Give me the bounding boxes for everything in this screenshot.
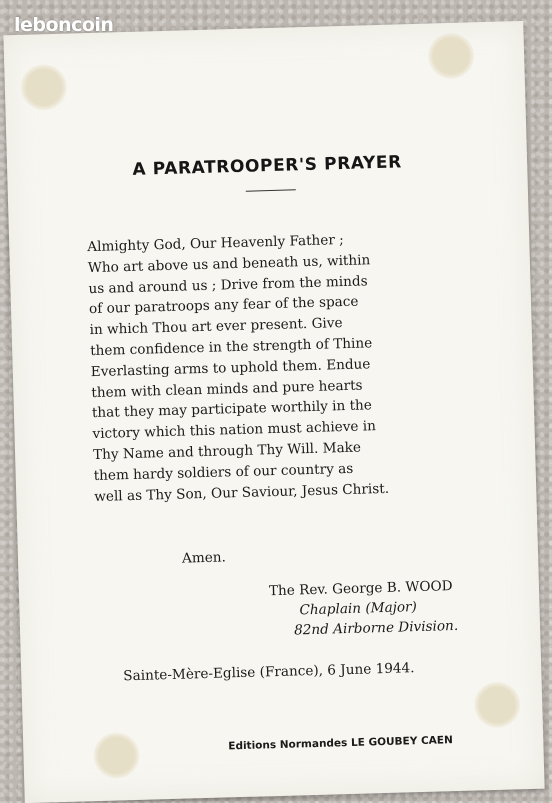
prayer-line: well as Thy Son, Our Saviour, Jesus Christ. [94, 480, 390, 505]
prayer-line: in which Thou art ever present. Give [89, 315, 343, 339]
prayer-line: them confidence in the strength of Thine [90, 335, 373, 360]
prayer-card [3, 21, 544, 803]
prayer-line: Almighty God, Our Heavenly Father ; [87, 231, 344, 256]
glue-stain [427, 32, 474, 79]
signature-division: 82nd Airborne Division. [293, 617, 459, 639]
publisher-imprint: Editions Normandes LE GOUBEY CAEN [228, 734, 453, 753]
prayer-text [87, 226, 494, 507]
prayer-line: Everlasting arms to uphold them. Endue [90, 356, 371, 380]
prayer-line: that they may participate worthily in the [91, 397, 373, 422]
prayer-line: us and around us ; Drive from the minds [88, 272, 368, 297]
prayer-line: Who art above us and beneath us, within [87, 252, 371, 276]
glue-stain [93, 732, 140, 779]
signature-role: Chaplain (Major) [299, 599, 418, 619]
prayer-line: Thy Name and through Thy Will. Make [92, 439, 362, 464]
glue-stain [20, 64, 67, 111]
amen-text: Amen. [181, 549, 227, 567]
prayer-line: of our paratroops any fear of the space [88, 293, 359, 318]
prayer-line: them with clean minds and pure hearts [91, 377, 363, 401]
prayer-line: them hardy soldiers of our country as [93, 460, 354, 484]
glue-stain [474, 681, 521, 728]
prayer-line: victory which this nation must achieve in [92, 418, 377, 443]
signature-name: The Rev. George B. WOOD [268, 578, 453, 600]
title-divider [246, 189, 296, 191]
card-title: A PARATROOPER'S PRAYER [132, 152, 403, 180]
leboncoin-watermark: leboncoin [14, 14, 114, 36]
signature-block [269, 576, 459, 641]
place-date: Sainte-Mère-Eglise (France), 6 June 1944. [123, 660, 415, 685]
